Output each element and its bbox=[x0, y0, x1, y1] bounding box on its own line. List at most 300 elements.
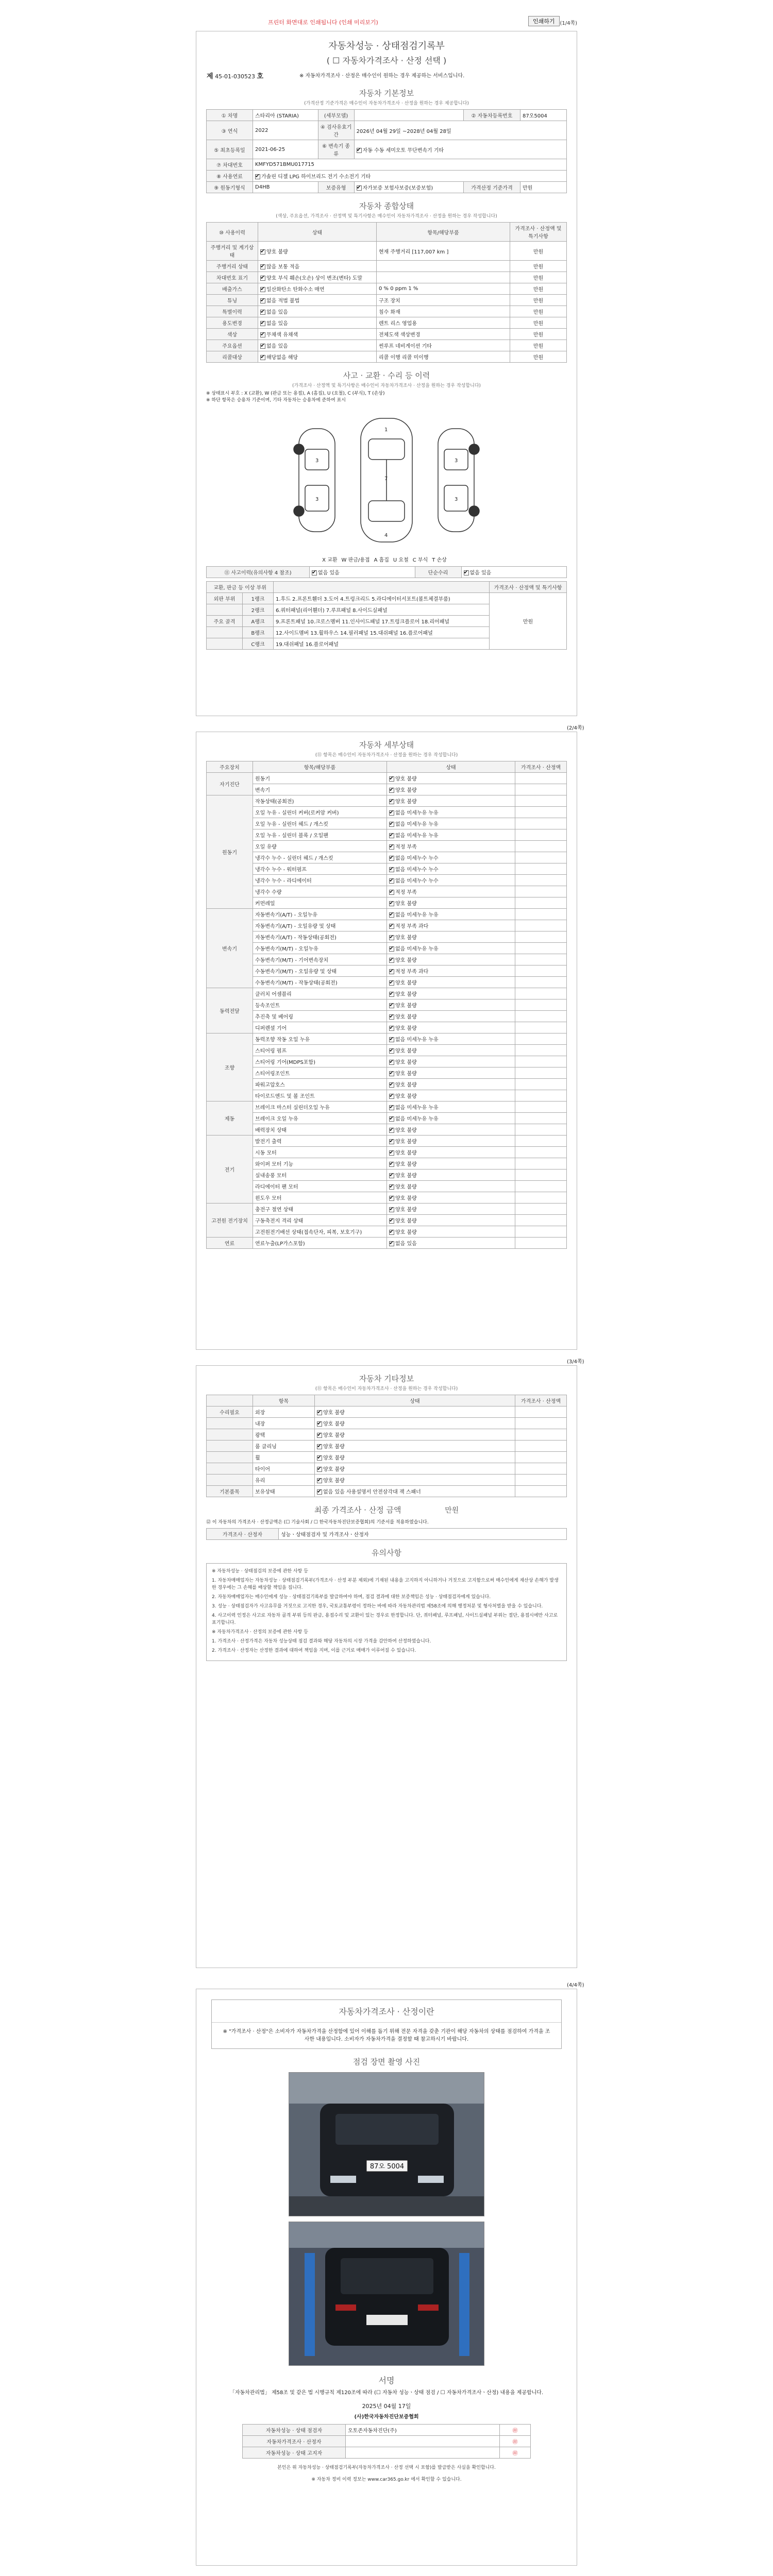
part-price bbox=[515, 897, 567, 909]
checkbox-icon bbox=[389, 878, 394, 884]
table-row bbox=[207, 784, 567, 795]
state-options bbox=[387, 920, 515, 931]
table-row bbox=[207, 1215, 567, 1226]
state-text: 양호 불량 bbox=[395, 1128, 417, 1133]
row-label: 특별이력 bbox=[207, 306, 258, 317]
checkbox-icon bbox=[389, 1082, 394, 1088]
state-text: 양호 불량 bbox=[323, 1421, 345, 1427]
part-price bbox=[515, 965, 567, 977]
inspector-table bbox=[206, 1528, 567, 1540]
state-options bbox=[315, 1463, 515, 1475]
header-abnormal-parts: 교환, 판금 등 이상 부위 bbox=[207, 582, 274, 593]
state-text: 없음 있음 bbox=[266, 321, 288, 327]
checkbox-icon bbox=[312, 570, 317, 575]
part-price bbox=[515, 1158, 567, 1170]
row-price bbox=[515, 1429, 567, 1440]
label-sub-model: (세부모델) bbox=[318, 110, 354, 121]
state-options bbox=[387, 1170, 515, 1181]
state-options bbox=[315, 1418, 515, 1429]
table-row bbox=[207, 1147, 567, 1158]
table-row bbox=[207, 1181, 567, 1192]
checkbox-icon bbox=[389, 799, 394, 804]
checkbox-icon bbox=[260, 249, 265, 255]
row-group bbox=[207, 1429, 253, 1440]
part-price bbox=[515, 875, 567, 886]
legend-item: C 부식 bbox=[412, 557, 428, 563]
state-options bbox=[258, 351, 377, 363]
row-price: 만원 bbox=[510, 351, 567, 363]
state-options bbox=[387, 863, 515, 875]
signer-table bbox=[242, 2424, 531, 2459]
intro-box bbox=[211, 1999, 562, 2049]
checkbox-icon bbox=[389, 1128, 394, 1133]
part-name: 브레이크 마스터 실린더오일 누유 bbox=[253, 1101, 387, 1113]
part-price bbox=[515, 1056, 567, 1067]
state-text: 없음 미세누수 누수 bbox=[395, 856, 439, 861]
checkbox-icon bbox=[389, 1150, 394, 1156]
checkbox-icon bbox=[389, 969, 394, 974]
state-text: 없음 미세누유 누유 bbox=[395, 1037, 439, 1043]
state-options bbox=[387, 1113, 515, 1124]
checkbox-icon bbox=[260, 321, 265, 326]
table-row bbox=[207, 863, 567, 875]
part-price bbox=[515, 886, 567, 897]
table-row bbox=[207, 340, 567, 351]
checkbox-icon bbox=[389, 822, 394, 827]
label-year: ③ 연식 bbox=[207, 121, 253, 140]
rank-parts: 12.사이드멤버 13.휠하우스 14.필러패널 15.대쉬패널 16.플로어패널 bbox=[274, 627, 490, 638]
row-detail: 렌트 리스 영업용 bbox=[377, 317, 510, 329]
part-name: 오일 누유 - 실린더 헤드 / 개스킷 bbox=[253, 818, 387, 829]
state-text: 없음 있음 사용설명서 안전삼각대 잭 스패너 bbox=[323, 1489, 421, 1495]
rank-level: 1랭크 bbox=[243, 593, 274, 604]
part-name: 냉각수 누수 - 라디에이터 bbox=[253, 875, 387, 886]
table-row bbox=[207, 988, 567, 999]
state-text: 양호 불량 bbox=[395, 1196, 417, 1201]
state-text: 양호 불량 bbox=[395, 901, 417, 907]
state-options bbox=[387, 1079, 515, 1090]
fuel-type: ✔ 가솔린 디젤 LPG 하이브리드 전기 수소전기 기타 bbox=[253, 171, 567, 182]
inspection-photo-rear bbox=[289, 2222, 484, 2366]
table-row bbox=[207, 1226, 567, 1238]
state-text: 양호 불량 bbox=[395, 1060, 417, 1065]
state-options bbox=[387, 1204, 515, 1215]
table-row bbox=[207, 886, 567, 897]
accident-history-table bbox=[206, 566, 567, 578]
part-name: 오일 누유 - 실린더 커버(로커암 커버) bbox=[253, 807, 387, 818]
device-group: 제동 bbox=[207, 1101, 253, 1136]
row-price: 만원 bbox=[510, 242, 567, 261]
checkbox-icon bbox=[317, 1433, 322, 1438]
signer-label: 자동차성능 · 상태 고지자 bbox=[243, 2447, 346, 2459]
state-options bbox=[387, 852, 515, 863]
row-price: 만원 bbox=[510, 261, 567, 272]
table-row bbox=[207, 795, 567, 807]
signer-value bbox=[346, 2447, 500, 2459]
part-name: 디퍼렌셜 기어 bbox=[253, 1022, 387, 1033]
table-row bbox=[207, 1136, 567, 1147]
table-row bbox=[207, 841, 567, 852]
table-row bbox=[207, 329, 567, 340]
part-name: 오일 누유 - 실린더 블록 / 오일팬 bbox=[253, 829, 387, 841]
state-options bbox=[387, 886, 515, 897]
table-row bbox=[207, 1452, 567, 1463]
part-name: 변속기 bbox=[253, 784, 387, 795]
warranty-type: ✔ 자가보증 보험사보증(보증보험) bbox=[354, 182, 463, 193]
row-price bbox=[515, 1440, 567, 1452]
table-row bbox=[207, 1056, 567, 1067]
row-item: 보유상태 bbox=[253, 1486, 315, 1497]
part-price bbox=[515, 1124, 567, 1136]
header-state: 상태 bbox=[387, 761, 515, 773]
state-text: 없음 미세누유 누유 bbox=[395, 946, 439, 952]
state-text: 양호 불량 bbox=[395, 1048, 417, 1054]
row-price: 만원 bbox=[510, 272, 567, 283]
header-price: 가격조사 · 산정액 및 특기사항 bbox=[510, 223, 567, 242]
part-price bbox=[515, 784, 567, 795]
note-paragraph: 2. 자동차매매업자는 매수인에게 성능 · 상태점검기록부를 발급하여야 하며, 점검 결과에 대한 보증책임은 성능 · 상태점검자에게 있습니다. bbox=[212, 1595, 491, 1600]
state-text: 양호 불량 bbox=[395, 1071, 417, 1077]
checkbox-icon bbox=[389, 833, 394, 838]
state-options bbox=[387, 999, 515, 1011]
device-group: 변속기 bbox=[207, 909, 253, 988]
checkbox-icon bbox=[389, 1014, 394, 1020]
accident-note: (가격조사 · 산정액 및 특기사항은 매수인이 자동차가격조사 · 산정을 원하는 경우 작성합니다) bbox=[292, 383, 481, 388]
checkbox-icon bbox=[260, 344, 265, 349]
checkbox-icon bbox=[389, 1207, 394, 1212]
state-text: 양호 부식 훼손(오손) 상이 변조(변타) 도말 bbox=[266, 276, 363, 281]
header-group bbox=[207, 1395, 253, 1406]
overall-title: 자동차 종합상태 bbox=[359, 201, 414, 211]
part-name: 윈도우 모터 bbox=[253, 1192, 387, 1204]
checkbox-icon bbox=[389, 1060, 394, 1065]
inspection-period: 2026년 04월 29일 ~2028년 04월 28일 bbox=[354, 121, 566, 140]
state-text: 양호 불량 bbox=[395, 1003, 417, 1009]
part-price bbox=[515, 943, 567, 954]
table-row bbox=[207, 1124, 567, 1136]
part-name: 스티어링 펌프 bbox=[253, 1045, 387, 1056]
page-1 bbox=[196, 31, 577, 716]
car-name: 스타리아 (STARIA) bbox=[253, 110, 318, 121]
state-text: 양호 불량 bbox=[323, 1478, 345, 1484]
checkbox-icon bbox=[389, 946, 394, 952]
row-group bbox=[207, 1418, 253, 1429]
state-options bbox=[387, 841, 515, 852]
table-row bbox=[207, 242, 567, 261]
state-text: 양호 불량 bbox=[323, 1433, 345, 1438]
state-text: 양호 불량 bbox=[323, 1455, 345, 1461]
state-options bbox=[387, 1158, 515, 1170]
checkbox-icon bbox=[260, 332, 265, 337]
part-name: 원동기 bbox=[253, 773, 387, 784]
final-price-unit: 만원 bbox=[445, 1506, 459, 1515]
state-text: 양호 불량 bbox=[323, 1467, 345, 1472]
table-row bbox=[207, 875, 567, 886]
table-row bbox=[207, 1158, 567, 1170]
checkbox-icon bbox=[389, 1173, 394, 1178]
state-text: 양호 불량 bbox=[395, 1094, 417, 1099]
checkbox-icon bbox=[389, 1230, 394, 1235]
part-name: 자동변속기(A/T) - 오일누유 bbox=[253, 909, 387, 920]
table-row bbox=[207, 954, 567, 965]
row-item: 휠 bbox=[253, 1452, 315, 1463]
svg-text:3: 3 bbox=[315, 458, 319, 464]
row-detail: 현재 주행거리 [117,007 km ] bbox=[377, 242, 510, 261]
table-row bbox=[207, 1192, 567, 1204]
org-name: (사)한국자동차진단보증협회 bbox=[354, 2414, 419, 2420]
inspector-detail: 성능ㆍ상태점검자 및 가격조사ㆍ산정자 bbox=[279, 1529, 567, 1540]
table-row bbox=[207, 852, 567, 863]
checkbox-icon bbox=[357, 185, 362, 191]
part-name: 스티어링 기어(MDPS포함) bbox=[253, 1056, 387, 1067]
checkbox-icon bbox=[317, 1444, 322, 1449]
rank-price: 만원 bbox=[490, 593, 567, 650]
table-row bbox=[207, 1440, 567, 1452]
state-options bbox=[258, 306, 377, 317]
basic-info-title: 자동차 기본정보 bbox=[359, 89, 414, 98]
table-row bbox=[207, 306, 567, 317]
part-name: 스티어링조인트 bbox=[253, 1067, 387, 1079]
state-text: 양호 불량 bbox=[266, 249, 288, 255]
state-text: 적정 부족 과다 bbox=[395, 969, 429, 975]
accident-remark-1: ※ 상태표시 부호 : X (교환), W (판금 또는 용접), A (흠집), U (요철), C (부식), T (손상) bbox=[206, 391, 385, 396]
device-group: 연료 bbox=[207, 1238, 253, 1249]
engine-type: D4HB bbox=[253, 182, 318, 193]
part-price bbox=[515, 1136, 567, 1147]
table-row bbox=[207, 999, 567, 1011]
basic-info-table bbox=[206, 109, 567, 193]
part-name: 냉각수 누수 - 실린더 헤드 / 개스킷 bbox=[253, 852, 387, 863]
row-label: 주행거리 및 계기상태 bbox=[207, 242, 258, 261]
checkbox-icon bbox=[317, 1421, 322, 1427]
intro-title: 자동차가격조사 · 산정이란 bbox=[212, 2000, 561, 2023]
header-device: 주요장치 bbox=[207, 761, 253, 773]
page-counter: (1/4쪽) bbox=[560, 21, 577, 26]
state-text: 적정 부족 bbox=[395, 844, 417, 850]
state-text: 없음 미세누수 누수 bbox=[395, 867, 439, 873]
overall-note: (색상, 주요옵션, 가격조사 · 산정액 및 특기사항은 매수인이 자동차가격조사 · 산정을 원하는 경우 작성합니다) bbox=[276, 214, 497, 219]
checkbox-icon bbox=[389, 912, 394, 918]
plate-number: 87오5004 bbox=[520, 110, 567, 121]
state-options bbox=[387, 1067, 515, 1079]
checkbox-icon bbox=[260, 287, 265, 292]
state-text: 없음 미세누유 누유 bbox=[395, 1105, 439, 1111]
rank-level: A랭크 bbox=[243, 616, 274, 627]
state-options bbox=[315, 1486, 515, 1497]
state-text: 양호 불량 bbox=[323, 1410, 345, 1416]
label-inspection-period: ④ 검사유효기간 bbox=[318, 121, 354, 140]
model-year: 2022 bbox=[253, 121, 318, 140]
part-price bbox=[515, 977, 567, 988]
part-name: 연료누출(LP가스포함) bbox=[253, 1238, 387, 1249]
state-text: 양호 불량 bbox=[323, 1444, 345, 1450]
row-price bbox=[515, 1406, 567, 1418]
label-base-price: 가격산정 기준가격 bbox=[464, 182, 520, 193]
part-name: 배력장치 상태 bbox=[253, 1124, 387, 1136]
table-row bbox=[207, 897, 567, 909]
note-paragraph: ※ 자동차성능 · 상태점검의 보증에 관한 사항 등 bbox=[212, 1569, 308, 1574]
row-price bbox=[515, 1475, 567, 1486]
part-name: 타이로드엔드 및 볼 조인트 bbox=[253, 1090, 387, 1101]
state-text: 없음 미세누유 누유 bbox=[395, 833, 439, 839]
table-row bbox=[207, 1238, 567, 1249]
checkbox-icon bbox=[389, 1184, 394, 1190]
state-text: 양호 불량 bbox=[395, 1150, 417, 1156]
part-name: 와이퍼 모터 기능 bbox=[253, 1158, 387, 1170]
state-options bbox=[387, 1033, 515, 1045]
state-options bbox=[387, 1090, 515, 1101]
part-price bbox=[515, 807, 567, 818]
header-part: 항목/해당부품 bbox=[253, 761, 387, 773]
page-2-counter: (2/4쪽) bbox=[567, 725, 584, 731]
car-front-photo-icon bbox=[289, 2073, 484, 2216]
label-plate: ② 자동차등록번호 bbox=[464, 110, 520, 121]
checkbox-icon bbox=[389, 856, 394, 861]
row-price bbox=[515, 1486, 567, 1497]
checkbox-icon bbox=[389, 810, 394, 816]
checkbox-icon bbox=[317, 1467, 322, 1472]
row-item: 광택 bbox=[253, 1429, 315, 1440]
device-group: 고전원 전기장치 bbox=[207, 1204, 253, 1238]
state-options bbox=[258, 317, 377, 329]
state-text: 없음 미세누유 누유 bbox=[395, 1116, 439, 1122]
label-accident-history: ⑪ 사고이력(유의사항 4 참조) bbox=[207, 567, 310, 578]
part-price bbox=[515, 1204, 567, 1215]
simple-repair-state: ✔ 없음 있음 bbox=[461, 567, 567, 578]
device-group: 자기진단 bbox=[207, 773, 253, 795]
table-row bbox=[207, 943, 567, 954]
table-row bbox=[207, 818, 567, 829]
part-name: 충전구 절연 상태 bbox=[253, 1204, 387, 1215]
table-row bbox=[207, 1079, 567, 1090]
state-text: 양호 불량 bbox=[395, 1014, 417, 1020]
row-price: 만원 bbox=[510, 306, 567, 317]
part-name: 수동변속기(M/T) - 기어변속장치 bbox=[253, 954, 387, 965]
row-item: 내장 bbox=[253, 1418, 315, 1429]
row-detail: 침수 화재 bbox=[377, 306, 510, 317]
doc-title: 자동차성능 · 상태점검기록부 bbox=[328, 41, 445, 52]
state-options bbox=[315, 1475, 515, 1486]
table-row bbox=[207, 920, 567, 931]
rank-parts: 1.후드 2.프론트휀더 3.도어 4.트렁크리드 5.라디에이터서포트(볼트체결부품) bbox=[274, 593, 490, 604]
device-group: 원동기 bbox=[207, 795, 253, 909]
accident-title: 사고 · 교환 · 수리 등 이력 bbox=[343, 371, 430, 380]
state-options bbox=[387, 807, 515, 818]
car-rear-photo-icon bbox=[289, 2222, 484, 2366]
state-text: 양호 불량 bbox=[395, 980, 417, 986]
part-price bbox=[515, 818, 567, 829]
part-price bbox=[515, 1090, 567, 1101]
table-row bbox=[207, 1204, 567, 1215]
state-options bbox=[387, 784, 515, 795]
checkbox-icon bbox=[389, 1196, 394, 1201]
state-text: 양호 불량 bbox=[395, 788, 417, 793]
row-item: 룸 클리닝 bbox=[253, 1440, 315, 1452]
header-state: 상태 bbox=[315, 1395, 515, 1406]
header-item: 항목 bbox=[253, 1395, 315, 1406]
label-fuel: ⑧ 사용연료 bbox=[207, 171, 253, 182]
state-options bbox=[387, 1181, 515, 1192]
part-price bbox=[515, 1113, 567, 1124]
detail-title: 자동차 세부상태 bbox=[359, 740, 414, 750]
other-info-title: 자동차 기타정보 bbox=[359, 1374, 414, 1383]
first-registration: 2021-06-25 bbox=[253, 140, 318, 159]
signer-label: 자동차가격조사 · 산정자 bbox=[243, 2436, 346, 2447]
table-row bbox=[207, 317, 567, 329]
checkbox-icon bbox=[389, 867, 394, 872]
label-simple-repair: 단순수리 bbox=[415, 567, 461, 578]
row-price: 만원 bbox=[510, 295, 567, 306]
part-name: 라디에이터 팬 모터 bbox=[253, 1181, 387, 1192]
svg-text:1: 1 bbox=[384, 427, 388, 433]
state-options bbox=[387, 1238, 515, 1249]
checkbox-icon bbox=[389, 1116, 394, 1122]
table-row bbox=[207, 1022, 567, 1033]
state-text: 양호 불량 bbox=[395, 1184, 417, 1190]
state-text: 많음 보통 적음 bbox=[266, 264, 300, 270]
checkbox-icon bbox=[389, 1071, 394, 1076]
table-row bbox=[207, 931, 567, 943]
row-detail: 0 % 0 ppm 1 % bbox=[377, 283, 510, 295]
signer-label: 자동차성능 · 상태 점검자 bbox=[243, 2425, 346, 2436]
row-price: 만원 bbox=[510, 283, 567, 295]
state-text: 없음 있음 bbox=[266, 310, 288, 315]
part-price bbox=[515, 1181, 567, 1192]
checkbox-icon bbox=[389, 901, 394, 906]
state-options bbox=[387, 1056, 515, 1067]
part-price bbox=[515, 1022, 567, 1033]
part-price bbox=[515, 841, 567, 852]
state-options bbox=[258, 272, 377, 283]
state-text: 없음 미세누유 누유 bbox=[395, 810, 439, 816]
state-options bbox=[387, 875, 515, 886]
checkbox-icon bbox=[389, 1094, 394, 1099]
seal-icon: ㊞ bbox=[500, 2447, 531, 2459]
notes-box bbox=[206, 1563, 567, 1661]
legend-item: U 요철 bbox=[393, 557, 409, 563]
table-row bbox=[207, 1011, 567, 1022]
print-button[interactable]: 인쇄하기 bbox=[528, 16, 560, 26]
state-text: 양호 불량 bbox=[395, 1230, 417, 1235]
checkbox-icon bbox=[389, 776, 394, 782]
row-group bbox=[207, 1463, 253, 1475]
checkbox-icon bbox=[260, 264, 265, 269]
note-paragraph: 3. 성능 · 상태점검자가 사고유무를 거짓으로 고지한 경우, 국토교통부령이 정하는 바에 따라 자동차관리법 제58조에 의해 행정처분 및 형사처벌을 받을 수 있습니다. bbox=[212, 1604, 543, 1609]
part-name: 발전기 출력 bbox=[253, 1136, 387, 1147]
sign-date: 2025년 04월 17일 bbox=[362, 2403, 411, 2410]
intro-text: ※ "가격조사 · 산정"은 소비자가 자동차가격을 산정함에 있어 이해를 돕기 위해 전문 자격을 갖춘 기관이 해당 자동차의 상태를 점검하여 가격을 조사한 내용입니다. 소비자가 자동차가격을 결정할 때 참고하시기 바랍니다. bbox=[223, 2029, 550, 2042]
table-row bbox=[207, 1113, 567, 1124]
state-options bbox=[387, 1226, 515, 1238]
state-text: 무채색 유채색 bbox=[266, 332, 298, 338]
state-text: 양호 불량 bbox=[395, 799, 417, 805]
header-detail: 항목/해당부품 bbox=[377, 223, 510, 242]
row-label: 색상 bbox=[207, 329, 258, 340]
table-row bbox=[207, 829, 567, 841]
row-group: 기본품목 bbox=[207, 1486, 253, 1497]
state-options bbox=[387, 829, 515, 841]
checkbox-icon bbox=[389, 992, 394, 997]
header-history: ⑩ 사용이력 bbox=[207, 223, 258, 242]
device-group: 조향 bbox=[207, 1033, 253, 1101]
table-row bbox=[243, 2447, 531, 2459]
part-price bbox=[515, 1226, 567, 1238]
state-options bbox=[387, 795, 515, 807]
part-name: 자동변속기(A/T) - 작동상태(공회전) bbox=[253, 931, 387, 943]
signer-value: 오토존자동차진단(주) bbox=[346, 2425, 500, 2436]
state-options bbox=[387, 897, 515, 909]
rank-level: 2랭크 bbox=[243, 604, 274, 616]
